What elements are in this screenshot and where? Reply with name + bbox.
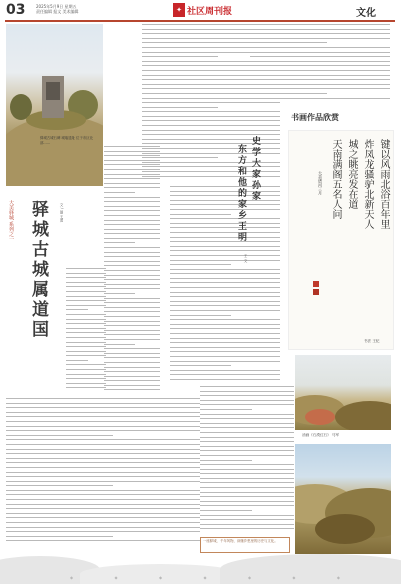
text-column (66, 268, 106, 396)
header-rule (5, 20, 395, 22)
text-line (200, 400, 294, 401)
photo-stele-plaque (46, 82, 60, 100)
text-line (66, 314, 106, 315)
text-line (104, 311, 160, 312)
text-line (104, 353, 160, 354)
text-line (104, 385, 160, 386)
text-line (104, 316, 160, 317)
issue-editors: 责任编辑 报文 美术编辑 (36, 9, 79, 14)
text-line (170, 250, 280, 251)
text-line (170, 278, 280, 279)
text-line (6, 412, 200, 413)
text-line (104, 265, 160, 266)
text-line (6, 499, 200, 500)
text-line (6, 462, 200, 463)
text-line (200, 478, 294, 479)
text-line (66, 300, 106, 301)
text-line (6, 430, 200, 431)
text-line (104, 210, 160, 211)
text-line (170, 347, 280, 348)
text-line (104, 357, 160, 358)
text-line (250, 88, 390, 89)
text-line (66, 277, 106, 278)
calligraphy-col: 键以风雨北浴百年里 (378, 139, 389, 229)
text-line (200, 414, 294, 415)
text-line (66, 342, 106, 343)
text-line (6, 426, 200, 427)
text-line (104, 284, 160, 285)
text-line (170, 310, 280, 311)
text-line (170, 315, 231, 316)
text-line (250, 29, 390, 30)
footer-mountain (80, 564, 240, 584)
text-line (6, 458, 200, 459)
text-line (66, 369, 106, 370)
text-line (142, 157, 218, 158)
seal-stamp-icon (313, 281, 319, 287)
text-line (104, 279, 160, 280)
article-byline: 文 / 图 王勇 (60, 203, 64, 223)
text-line (66, 351, 106, 352)
text-line (200, 432, 294, 433)
text-line (6, 421, 200, 422)
text-line (170, 342, 280, 343)
ornament-icon: ◆ (158, 575, 163, 580)
text-line (6, 403, 200, 404)
text-line (6, 435, 113, 436)
text-line (66, 268, 106, 269)
text-line (104, 348, 160, 349)
ornament-icon: ◆ (247, 575, 252, 580)
text-line (104, 339, 160, 340)
text-line (104, 229, 160, 230)
text-line (200, 460, 252, 461)
text-line (142, 56, 218, 57)
text-line (170, 319, 280, 320)
text-line (66, 286, 106, 287)
painting-shape (335, 401, 391, 430)
text-line (6, 449, 200, 450)
text-line (170, 246, 280, 247)
text-line (104, 307, 160, 308)
painting-1-caption: 油画《石漠红石》 马军 (302, 433, 340, 437)
text-line (104, 252, 160, 253)
logo-text: 社区周刊报 (187, 7, 233, 17)
logo-mark-icon: ✦ (173, 3, 185, 17)
text-line (170, 237, 280, 238)
text-line (104, 288, 160, 289)
text-line (66, 323, 106, 324)
text-line (200, 455, 294, 456)
text-line (66, 364, 106, 365)
text-line (170, 273, 280, 274)
text-column (200, 386, 294, 536)
text-line (66, 355, 106, 356)
text-line (170, 296, 280, 297)
text-line (170, 191, 280, 192)
text-line (200, 464, 294, 465)
issue-meta (36, 4, 116, 14)
text-line (6, 472, 200, 473)
painting-2 (295, 444, 391, 554)
text-line (170, 338, 280, 339)
text-line (66, 309, 88, 310)
text-line (104, 270, 160, 271)
article-title: 驿城古城属道国 (28, 200, 48, 340)
ornament-icon: ◆ (203, 575, 207, 580)
text-line (200, 515, 294, 516)
text-line (200, 510, 252, 511)
calligraphy-artwork (288, 130, 394, 350)
text-line (170, 214, 231, 215)
text-line (200, 418, 294, 419)
text-line (66, 374, 106, 375)
text-line (6, 407, 200, 408)
text-line (66, 282, 106, 283)
text-line (6, 527, 200, 528)
calligraphy-section-title: 书画作品欣赏 (291, 112, 339, 122)
text-line (200, 395, 294, 396)
text-line (142, 107, 218, 108)
text-line (66, 383, 106, 384)
text-line (66, 360, 88, 361)
text-line (200, 487, 294, 488)
text-line (104, 293, 135, 294)
painting-shape (305, 409, 335, 425)
text-line (250, 93, 327, 94)
text-line (200, 482, 294, 483)
calligraphy-col: 城之眺亮发在道 (346, 139, 357, 209)
text-line (250, 61, 390, 62)
text-line (6, 536, 113, 537)
text-line (142, 116, 280, 117)
issue-date: 2025年5月9日 星期五 (36, 4, 77, 9)
text-line (6, 504, 200, 505)
text-line (142, 130, 280, 131)
text-line (200, 409, 252, 410)
text-line (104, 321, 160, 322)
text-line (104, 220, 160, 221)
text-line (6, 494, 200, 495)
text-line (170, 200, 280, 201)
text-line (66, 346, 106, 347)
text-line (200, 492, 294, 493)
text-line (170, 374, 280, 375)
text-line (6, 485, 113, 486)
text-line (66, 378, 106, 379)
ornament-icon: ◆ (114, 575, 118, 580)
text-line (200, 423, 294, 424)
painting-1 (295, 355, 391, 430)
text-line (170, 328, 280, 329)
text-line (170, 324, 280, 325)
text-line (170, 282, 280, 283)
text-line (104, 201, 160, 202)
text-line (170, 287, 280, 288)
text-line (66, 328, 106, 329)
text-line (170, 356, 280, 357)
text-line (66, 332, 106, 333)
text-line (170, 361, 280, 362)
text-line (104, 256, 160, 257)
text-line (6, 467, 200, 468)
ornament-icon: ◆ (336, 575, 340, 580)
text-line (6, 522, 200, 523)
text-line (200, 505, 294, 506)
text-line (200, 446, 294, 447)
pull-quote: 一座驿城，千年风物，读懂乡愁里的历史与文化。 (200, 537, 290, 553)
calligraphy-col: 天南满阁五名人问 (330, 139, 341, 219)
text-line (170, 264, 231, 265)
text-line (170, 365, 231, 366)
text-line (250, 56, 390, 57)
text-line (104, 371, 160, 372)
text-line (66, 273, 106, 274)
text-line (170, 292, 280, 293)
text-line (170, 186, 280, 187)
seal-stamp-icon (313, 289, 319, 295)
text-line (104, 302, 160, 303)
text-line (170, 204, 280, 205)
text-line (200, 496, 294, 497)
text-line (200, 528, 294, 529)
text-line (104, 325, 160, 326)
text-column (170, 186, 280, 386)
text-line (200, 386, 294, 387)
text-line (104, 197, 160, 198)
text-line (104, 206, 160, 207)
text-line (170, 333, 280, 334)
text-line (104, 242, 135, 243)
text-line (170, 379, 280, 380)
text-line (200, 427, 294, 428)
text-line (250, 52, 390, 53)
text-line (6, 444, 200, 445)
text-line (170, 241, 280, 242)
text-line (170, 223, 280, 224)
text-line (6, 453, 200, 454)
photo-caption: 驿城古城石碑 城墙遗址 位于市区北部…… (40, 136, 94, 145)
calligraphy-caption: 书法 王纪 (364, 339, 380, 343)
text-line (6, 517, 200, 518)
text-line (66, 387, 106, 388)
text-line (250, 98, 390, 99)
painting-shape (315, 514, 375, 544)
text-line (6, 508, 200, 509)
text-line (104, 362, 160, 363)
text-line (104, 261, 160, 262)
text-line (200, 404, 294, 405)
series-label: 大美驿城 系列之一 (8, 200, 14, 242)
text-line (250, 84, 390, 85)
text-line (104, 367, 160, 368)
text-line (170, 232, 280, 233)
text-line (104, 238, 160, 239)
text-line (6, 476, 200, 477)
text-line (200, 441, 294, 442)
text-line (104, 376, 160, 377)
text-line (200, 501, 294, 502)
text-line (6, 398, 200, 399)
text-line (66, 291, 106, 292)
text-line (6, 416, 200, 417)
text-line (170, 255, 280, 256)
text-column (6, 398, 200, 548)
text-line (104, 247, 160, 248)
text-line (66, 296, 106, 297)
calligraphy-col: 大美谱河三月 (318, 171, 323, 195)
text-line (200, 450, 294, 451)
text-line (250, 33, 390, 34)
text-line (104, 192, 135, 193)
text-line (250, 75, 390, 76)
text-line (104, 275, 160, 276)
text-line (250, 65, 390, 66)
text-line (170, 301, 280, 302)
text-line (142, 120, 280, 121)
ornament-icon: ◆ (70, 575, 74, 580)
text-line (6, 540, 200, 541)
text-line (170, 260, 280, 261)
text-line (104, 224, 160, 225)
text-line (104, 344, 135, 345)
text-line (250, 79, 390, 80)
text-line (66, 319, 106, 320)
text-line (170, 195, 280, 196)
section-title: 文化 (356, 8, 376, 19)
text-line (6, 531, 200, 532)
text-line (170, 227, 280, 228)
footer-ornaments (70, 575, 340, 580)
text-line (104, 330, 160, 331)
text-line (66, 337, 106, 338)
text-line (200, 519, 294, 520)
text-line (200, 524, 294, 525)
text-line (170, 370, 280, 371)
right-article-title-2: 东方和他的家乡王明 (236, 144, 246, 243)
text-line (200, 437, 294, 438)
right-article-title: 史学大家孙家 (250, 136, 260, 202)
text-line (170, 351, 280, 352)
text-line (200, 473, 294, 474)
text-line (170, 218, 280, 219)
text-line (6, 439, 200, 440)
text-line (66, 305, 106, 306)
text-line (104, 215, 160, 216)
text-line (104, 389, 160, 390)
text-line (170, 209, 280, 210)
text-column (250, 24, 390, 106)
main-photo (6, 24, 103, 186)
text-line (104, 233, 160, 234)
text-line (200, 391, 294, 392)
text-line (104, 380, 160, 381)
text-line (142, 111, 280, 112)
text-line (142, 125, 280, 126)
text-line (6, 513, 200, 514)
text-line (170, 305, 280, 306)
ornament-icon: ◆ (292, 575, 296, 580)
text-line (6, 490, 200, 491)
text-line (250, 47, 390, 48)
page-number: 03 (6, 2, 26, 18)
newspaper-logo (173, 3, 233, 17)
text-line (250, 24, 390, 25)
text-line (6, 481, 200, 482)
text-line (250, 70, 390, 71)
text-line (104, 334, 160, 335)
text-line (104, 298, 160, 299)
text-line (250, 38, 390, 39)
right-article-byline: 王 文 (244, 254, 248, 263)
text-line (250, 42, 327, 43)
text-line (170, 269, 280, 270)
calligraphy-col: 炸凤龙骚驴北新天人 (362, 139, 373, 229)
text-line (104, 187, 160, 188)
text-line (200, 469, 294, 470)
